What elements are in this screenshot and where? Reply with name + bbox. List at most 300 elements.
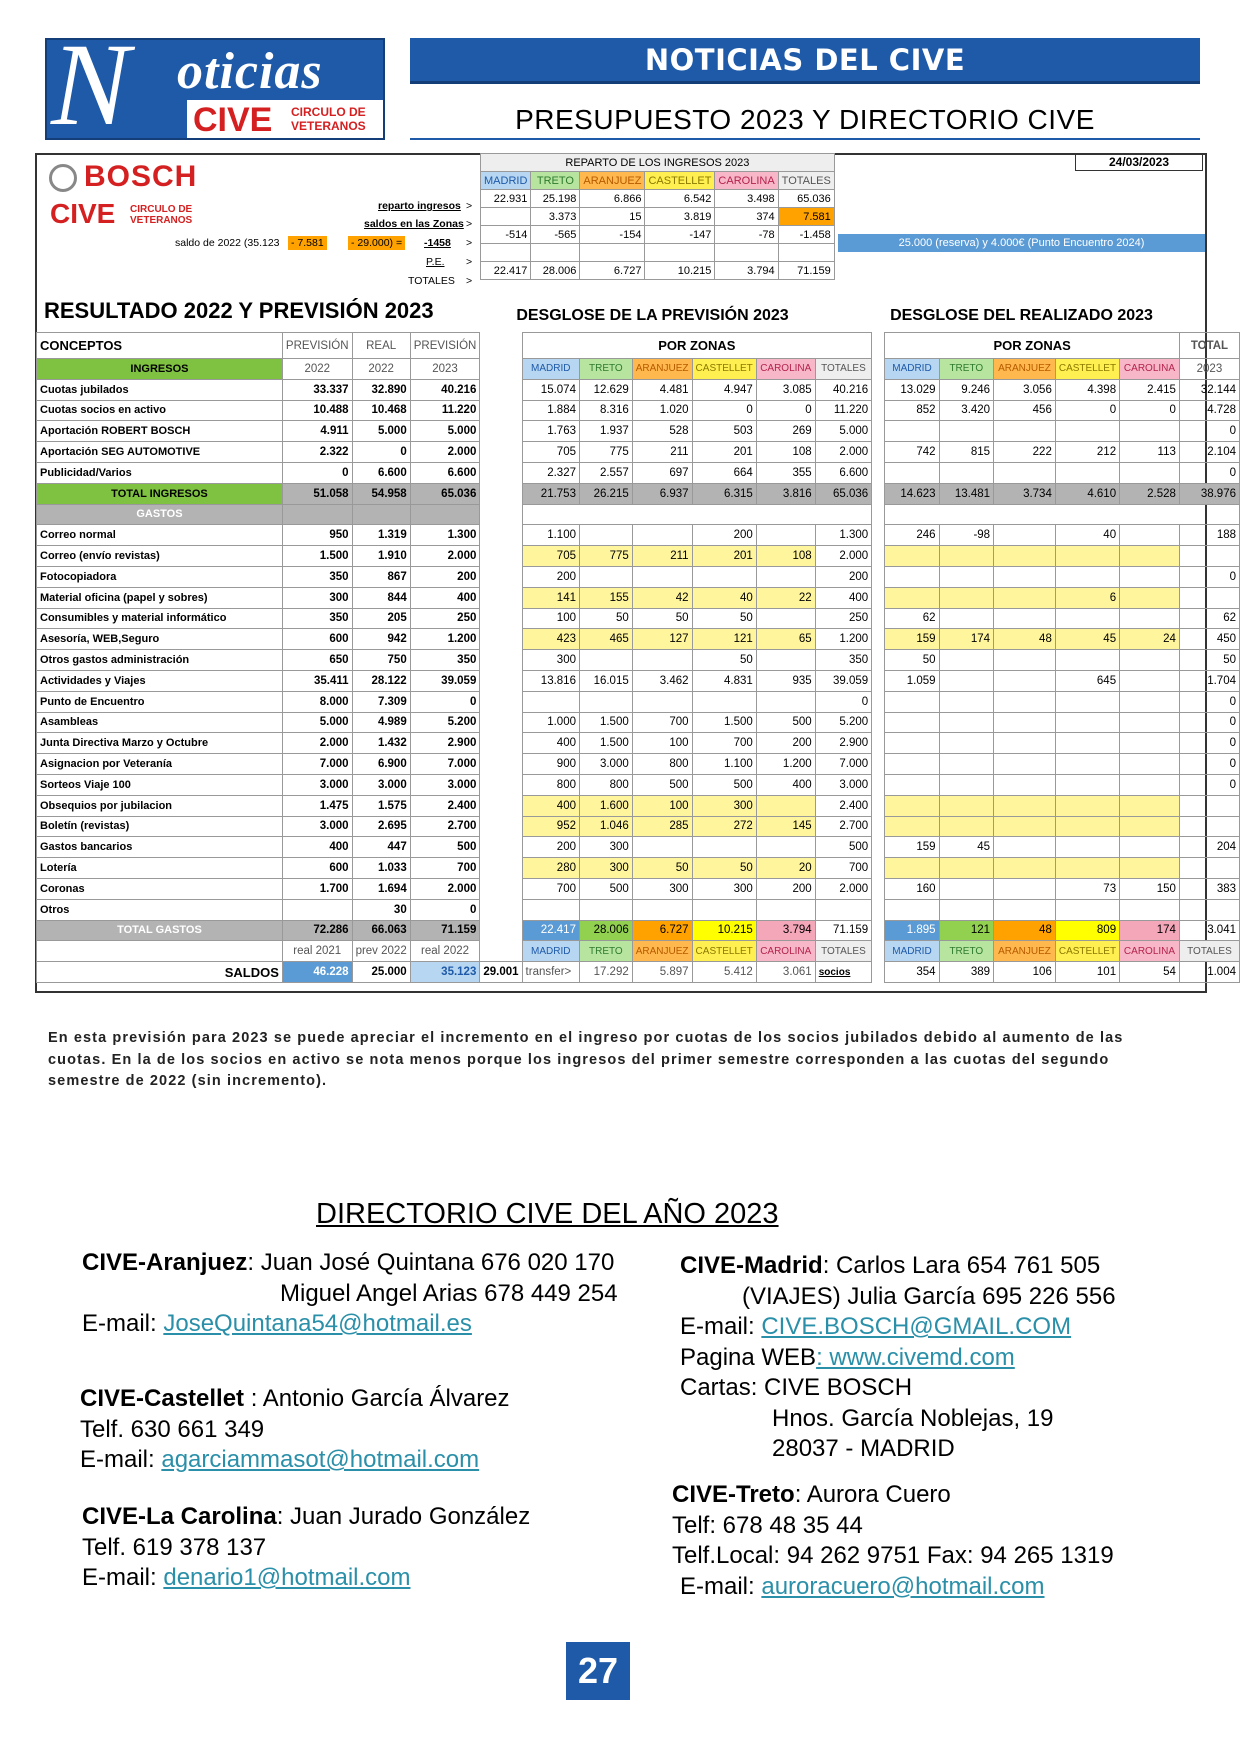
table-cell: 0 [692, 400, 756, 421]
table-cell: 3.000 [579, 754, 632, 775]
madrid-web-link[interactable]: : www.civemd.com [816, 1343, 1015, 1371]
zone-header: CAROLINA [756, 359, 815, 380]
table-cell: 71.159 [410, 920, 480, 941]
saldos-zonas-label: saldos en las Zonas [364, 218, 464, 230]
table-cell [1055, 421, 1119, 442]
table-cell: 700 [692, 733, 756, 754]
table-cell: 50 [692, 608, 756, 629]
table-cell: 3.000 [282, 774, 352, 795]
table-cell: -1.458 [778, 226, 834, 244]
table-cell: Otros [37, 899, 283, 920]
table-cell [994, 691, 1056, 712]
table-cell: 7.581 [778, 208, 834, 226]
por-zonas-real: POR ZONAS [885, 333, 1179, 359]
table-cell: 5.000 [410, 421, 480, 442]
table-cell [994, 899, 1056, 920]
table-cell: 0 [1055, 400, 1119, 421]
table-cell: 742 [885, 442, 939, 463]
table-cell: 65 [756, 629, 815, 650]
table-cell: 50 [632, 858, 692, 879]
ingreso-row [37, 379, 1240, 400]
zone-header: TRETO [531, 172, 580, 190]
table-cell: 2.557 [579, 462, 632, 483]
zone-header: CASTELLET [692, 941, 756, 962]
table-cell: 2.322 [282, 442, 352, 463]
table-cell: CONCEPTOS [37, 333, 283, 359]
gasto-row [37, 858, 1240, 879]
table-cell [1055, 546, 1119, 567]
desglose-realizado-title: DESGLOSE DEL REALIZADO 2023 [890, 307, 1153, 324]
table-cell: PREVISIÓN [410, 333, 480, 359]
budget-note: En esta previsión para 2023 se puede apreciar el incremento en el ingreso por cuotas de los socios jubilados debido al aumento de las cuotas. En la de los socios en activo se nota menos porque los ingresos del primer semestre corresponden a las cuotas del segundo semestre de 2022 (sin incremento). [48, 1030, 1124, 1089]
table-cell: Boletín (revistas) [37, 816, 283, 837]
table-cell: 121 [692, 629, 756, 650]
table-cell: 127 [632, 629, 692, 650]
table-cell: 500 [579, 878, 632, 899]
directory-aranjuez: CIVE-Aranjuez: Juan José Quintana 676 020 170 Miguel Angel Arias 678 449 254 E-mail: JoseQuintana54@hotmail.es [82, 1249, 618, 1337]
table-cell: 0 [1179, 733, 1239, 754]
table-cell: Correo (envío revistas) [37, 546, 283, 567]
table-cell: 809 [1055, 920, 1119, 941]
reserve-note: 25.000 (reserva) y 4.000€ (Punto Encuentro 2024) [838, 234, 1205, 252]
table-cell: 0 [1179, 691, 1239, 712]
table-cell: 1.500 [282, 546, 352, 567]
table-cell: 1.200 [815, 629, 871, 650]
table-cell: Otros gastos administración [37, 650, 283, 671]
header-bar [410, 38, 1200, 84]
table-cell: 800 [522, 774, 579, 795]
directory-treto: CIVE-Treto: Aurora Cuero Telf: 678 48 35 44 Telf.Local: 94 262 9751 Fax: 94 265 1319 E-mail: auroracuero@hotmail.com [672, 1481, 1114, 1600]
gasto-row [37, 525, 1240, 546]
zone-header: MADRID [481, 172, 531, 190]
table-cell: 2.000 [282, 733, 352, 754]
table-cell: 2.000 [410, 878, 480, 899]
table-cell [994, 774, 1056, 795]
table-cell [692, 899, 756, 920]
table-cell: 48 [994, 920, 1056, 941]
table-cell: 200 [756, 733, 815, 754]
table-cell: 45 [1055, 629, 1119, 650]
zone-header: MADRID [885, 941, 939, 962]
table-cell: 6.600 [815, 462, 871, 483]
table-cell [1055, 858, 1119, 879]
table-cell: 0 [1179, 774, 1239, 795]
table-cell: Material oficina (papel y sobres) [37, 587, 283, 608]
table-cell: 40.216 [410, 379, 480, 400]
aranjuez-email-link[interactable]: JoseQuintana54@hotmail.es [163, 1310, 472, 1337]
gasto-row [37, 629, 1240, 650]
table-cell [1120, 858, 1180, 879]
table-cell [1120, 566, 1180, 587]
table-cell [885, 462, 939, 483]
table-cell [481, 208, 531, 226]
table-cell: -147 [645, 226, 715, 244]
table-cell: 300 [522, 650, 579, 671]
table-cell [1120, 546, 1180, 567]
zone-header: CAROLINA [756, 941, 815, 962]
table-cell [885, 733, 939, 754]
table-cell: 300 [282, 587, 352, 608]
table-cell: 5.000 [352, 421, 410, 442]
table-cell: 16.015 [579, 670, 632, 691]
table-cell: 1.432 [352, 733, 410, 754]
table-cell: 2.900 [815, 733, 871, 754]
reparto-row [481, 244, 835, 262]
table-cell: 1.300 [815, 525, 871, 546]
table-cell [994, 525, 1056, 546]
table-cell [1120, 733, 1180, 754]
table-cell [939, 608, 994, 629]
table-cell [282, 899, 352, 920]
directory-madrid: CIVE-Madrid: Carlos Lara 654 761 505 (VIAJES) Julia García 695 226 556 E-mail: CIVE.BOSCH@GMAIL.COM Pagina WEB: www.civemd.com Cartas: CIVE BOSCH Hnos. García Noblejas, 19 28037 - MADRID [680, 1252, 1116, 1462]
directory-carolina: CIVE-La Carolina: Juan Jurado González Telf. 619 378 137 E-mail: denario1@hotmail.com [82, 1503, 531, 1591]
table-cell: 200 [410, 566, 480, 587]
table-cell: 3.794 [715, 262, 778, 280]
gasto-row [37, 774, 1240, 795]
table-cell: 1.059 [885, 670, 939, 691]
table-cell: 2022 [352, 359, 410, 380]
table-cell: 1.300 [410, 525, 480, 546]
table-cell: Aportación SEG AUTOMOTIVE [37, 442, 283, 463]
table-cell: 6.866 [580, 190, 645, 208]
table-cell: 2.700 [815, 816, 871, 837]
table-cell: 39.059 [410, 670, 480, 691]
noticias-cive-logo [45, 38, 385, 140]
table-cell: 447 [352, 837, 410, 858]
zone-header: ARANJUEZ [994, 359, 1056, 380]
table-cell: 2.695 [352, 816, 410, 837]
table-cell: 212 [1055, 442, 1119, 463]
table-cell: 1.500 [692, 712, 756, 733]
table-cell: 300 [579, 837, 632, 858]
table-cell: -565 [531, 226, 580, 244]
reparto-ingresos-label: reparto ingresos [378, 200, 461, 212]
table-cell [1055, 712, 1119, 733]
table-cell: 1.910 [352, 546, 410, 567]
madrid-email-link[interactable]: CIVE.BOSCH@GMAIL.COM [761, 1313, 1072, 1340]
table-cell: 2.000 [410, 442, 480, 463]
table-cell: 2.528 [1120, 483, 1180, 504]
table-cell: 35.123 [410, 962, 480, 983]
table-cell: 201 [692, 442, 756, 463]
table-cell: Cuotas jubilados [37, 379, 283, 400]
gasto-row [37, 754, 1240, 775]
table-cell [994, 546, 1056, 567]
table-cell [939, 421, 994, 442]
table-cell: 500 [756, 712, 815, 733]
table-cell: 4.911 [282, 421, 352, 442]
table-cell: 4.398 [1055, 379, 1119, 400]
table-cell [1120, 525, 1180, 546]
table-cell: 211 [632, 442, 692, 463]
table-cell: 350 [815, 650, 871, 671]
castellet-name: CIVE-Castellet [80, 1385, 245, 1412]
table-cell [1179, 587, 1239, 608]
zone-header: TRETO [579, 941, 632, 962]
logo-cive: CIVE [193, 101, 273, 139]
gasto-row [37, 608, 1240, 629]
table-cell: 51.058 [282, 483, 352, 504]
table-cell [632, 566, 692, 587]
table-cell: 71.159 [815, 920, 871, 941]
table-cell [645, 244, 715, 262]
table-cell: prev 2022 [352, 941, 410, 962]
table-cell: 108 [756, 442, 815, 463]
table-cell: 2.000 [815, 442, 871, 463]
table-cell: 280 [522, 858, 579, 879]
table-cell: 50 [885, 650, 939, 671]
table-cell [939, 650, 994, 671]
table-cell [1120, 795, 1180, 816]
table-cell: 174 [939, 629, 994, 650]
table-cell: 50 [579, 608, 632, 629]
treto-email-link[interactable]: auroracuero@hotmail.com [761, 1572, 1045, 1600]
directory-castellet: CIVE-Castellet : Antonio García Álvarez Telf. 630 661 349 E-mail: agarciammasot@hotmail.com [80, 1385, 510, 1473]
zone-header: TOTALES [815, 359, 871, 380]
table-cell: 950 [282, 525, 352, 546]
treto-name: CIVE-Treto [672, 1481, 795, 1508]
total-ingresos-label: TOTAL INGRESOS [37, 483, 283, 504]
table-cell: 1.937 [579, 421, 632, 442]
table-cell: 2.000 [815, 878, 871, 899]
table-cell: 3.462 [632, 670, 692, 691]
table-cell [939, 816, 994, 837]
table-cell: 0 [1179, 462, 1239, 483]
table-cell: real 2021 [282, 941, 352, 962]
table-cell: 852 [885, 400, 939, 421]
table-cell [815, 899, 871, 920]
table-cell: -98 [939, 525, 994, 546]
gasto-row [37, 878, 1240, 899]
table-cell: 10.215 [692, 920, 756, 941]
table-cell: 383 [1179, 878, 1239, 899]
table-cell: Fotocopiadora [37, 566, 283, 587]
table-cell: 200 [815, 566, 871, 587]
table-cell: 50 [692, 858, 756, 879]
table-cell [756, 650, 815, 671]
table-cell: 3.794 [756, 920, 815, 941]
table-cell: 13.481 [939, 483, 994, 504]
table-cell: 222 [994, 442, 1056, 463]
table-cell [1120, 754, 1180, 775]
castellet-email-link[interactable]: agarciammasot@hotmail.com [161, 1446, 480, 1473]
table-cell: 2.000 [815, 546, 871, 567]
table-cell: 145 [756, 816, 815, 837]
zone-header: ARANJUEZ [994, 941, 1056, 962]
table-cell [1120, 712, 1180, 733]
table-cell: 50 [632, 608, 692, 629]
table-cell: 0 [756, 400, 815, 421]
table-cell: 6.600 [352, 462, 410, 483]
table-cell: 6.937 [632, 483, 692, 504]
bosch-brand: BOSCH [84, 160, 198, 193]
table-cell: -78 [715, 226, 778, 244]
table-cell [994, 670, 1056, 691]
table-cell: 700 [522, 878, 579, 899]
table-cell: 24 [1120, 629, 1180, 650]
table-cell: 4.831 [692, 670, 756, 691]
gasto-row [37, 733, 1240, 754]
table-cell: 100 [632, 795, 692, 816]
table-cell: Consumibles y material informático [37, 608, 283, 629]
table-cell: Coronas [37, 878, 283, 899]
table-cell: 300 [579, 858, 632, 879]
table-cell: 465 [579, 629, 632, 650]
table-cell: 46.228 [282, 962, 352, 983]
table-cell: 645 [1055, 670, 1119, 691]
table-cell [1120, 816, 1180, 837]
table-cell: 0 [352, 442, 410, 463]
table-cell: 54.958 [352, 483, 410, 504]
table-cell: 600 [282, 858, 352, 879]
por-zonas-prev: POR ZONAS [522, 333, 872, 359]
table-cell: 500 [632, 774, 692, 795]
table-cell: 1.704 [1179, 670, 1239, 691]
table-cell: 0 [282, 462, 352, 483]
table-cell: 250 [815, 608, 871, 629]
table-cell: 354 [885, 962, 939, 983]
table-cell: 121 [939, 920, 994, 941]
table-cell: 73 [1055, 878, 1119, 899]
table-cell: 1.046 [579, 816, 632, 837]
carolina-email-link[interactable]: denario1@hotmail.com [163, 1564, 411, 1591]
table-cell: 374 [715, 208, 778, 226]
zone-header: TRETO [939, 941, 994, 962]
saldo-2022-label: saldo de 2022 (35.123 [175, 237, 280, 249]
table-cell: 28.006 [531, 262, 580, 280]
table-cell: 0 [1179, 712, 1239, 733]
gasto-row [37, 587, 1240, 608]
table-cell: 1.200 [756, 754, 815, 775]
table-cell: 7.000 [282, 754, 352, 775]
table-cell: 5.000 [282, 712, 352, 733]
madrid-name: CIVE-Madrid [680, 1252, 823, 1279]
table-cell: 400 [282, 837, 352, 858]
table-cell: 456 [994, 400, 1056, 421]
table-cell [994, 587, 1056, 608]
saldo-b: - 29.000) = [348, 236, 405, 250]
table-cell [1179, 795, 1239, 816]
saldo-a: - 7.581 [288, 236, 327, 250]
zone-header: ARANJUEZ [632, 359, 692, 380]
table-cell: 159 [885, 629, 939, 650]
table-cell [756, 525, 815, 546]
table-cell: 1.700 [282, 878, 352, 899]
table-cell: 72.286 [282, 920, 352, 941]
table-cell: Lotería [37, 858, 283, 879]
table-cell: 2022 [282, 359, 352, 380]
table-cell [715, 244, 778, 262]
table-cell: 160 [885, 878, 939, 899]
table-cell: 8.316 [579, 400, 632, 421]
table-cell [994, 754, 1056, 775]
table-cell: 8.000 [282, 691, 352, 712]
table-cell: 1.020 [632, 400, 692, 421]
table-cell: 1.575 [352, 795, 410, 816]
table-cell [994, 421, 1056, 442]
logo-letter: N [51, 38, 130, 140]
table-cell [756, 608, 815, 629]
table-cell: 28.122 [352, 670, 410, 691]
zone-header: MADRID [522, 941, 579, 962]
table-cell: 25.198 [531, 190, 580, 208]
table-cell [994, 650, 1056, 671]
table-cell: 697 [632, 462, 692, 483]
table-cell: 500 [692, 774, 756, 795]
table-cell [1055, 899, 1119, 920]
table-cell: 246 [885, 525, 939, 546]
table-cell: 15.074 [522, 379, 579, 400]
table-cell [580, 244, 645, 262]
table-cell: Asambleas [37, 712, 283, 733]
table-cell: 3.420 [939, 400, 994, 421]
table-cell: 300 [692, 795, 756, 816]
table-cell: 17.292 [579, 962, 632, 983]
zone-header: CAROLINA [715, 172, 778, 190]
table-cell: 100 [632, 733, 692, 754]
table-cell: 1.100 [692, 754, 756, 775]
table-cell: 5.897 [632, 962, 692, 983]
zone-header: ARANJUEZ [632, 941, 692, 962]
table-cell [885, 816, 939, 837]
table-cell: 3.819 [645, 208, 715, 226]
reparto-row [481, 226, 835, 244]
table-cell: 6.315 [692, 483, 756, 504]
table-cell: 26.215 [579, 483, 632, 504]
table-cell: 2.400 [815, 795, 871, 816]
table-cell: 4.947 [692, 379, 756, 400]
table-cell: 1.600 [579, 795, 632, 816]
gasto-row [37, 816, 1240, 837]
table-cell: 935 [756, 670, 815, 691]
table-cell: 0 [410, 899, 480, 920]
reparto-title: REPARTO DE LOS INGRESOS 2023 [481, 154, 835, 172]
table-cell: 2.000 [410, 546, 480, 567]
table-cell [994, 837, 1056, 858]
table-cell: 0 [1179, 421, 1239, 442]
result-title: RESULTADO 2022 Y PREVISIÓN 2023 [44, 298, 434, 323]
table-cell: 355 [756, 462, 815, 483]
table-cell [1179, 546, 1239, 567]
table-cell: 5.000 [815, 421, 871, 442]
budget-table [36, 332, 1240, 983]
table-cell: 62 [885, 608, 939, 629]
page-number: 27 [566, 1642, 630, 1700]
table-cell: 32.890 [352, 379, 410, 400]
table-cell: 0 [1179, 566, 1239, 587]
table-cell: 952 [522, 816, 579, 837]
table-cell: 1.004 [1179, 962, 1239, 983]
table-cell: 300 [692, 878, 756, 899]
table-cell: 38.976 [1179, 483, 1239, 504]
table-cell: 7.309 [352, 691, 410, 712]
zone-header: MADRID [522, 359, 579, 380]
table-cell: 13.816 [522, 670, 579, 691]
saldos-row [37, 962, 1240, 983]
zone-header: TRETO [579, 359, 632, 380]
table-cell [1120, 462, 1180, 483]
table-cell: 28.006 [579, 920, 632, 941]
table-cell [885, 754, 939, 775]
table-cell [1120, 670, 1180, 691]
table-cell [885, 566, 939, 587]
table-cell [579, 899, 632, 920]
table-cell [579, 566, 632, 587]
table-cell: 3.734 [994, 483, 1056, 504]
table-cell [579, 691, 632, 712]
table-cell: 62 [1179, 608, 1239, 629]
table-cell: 3.000 [815, 774, 871, 795]
